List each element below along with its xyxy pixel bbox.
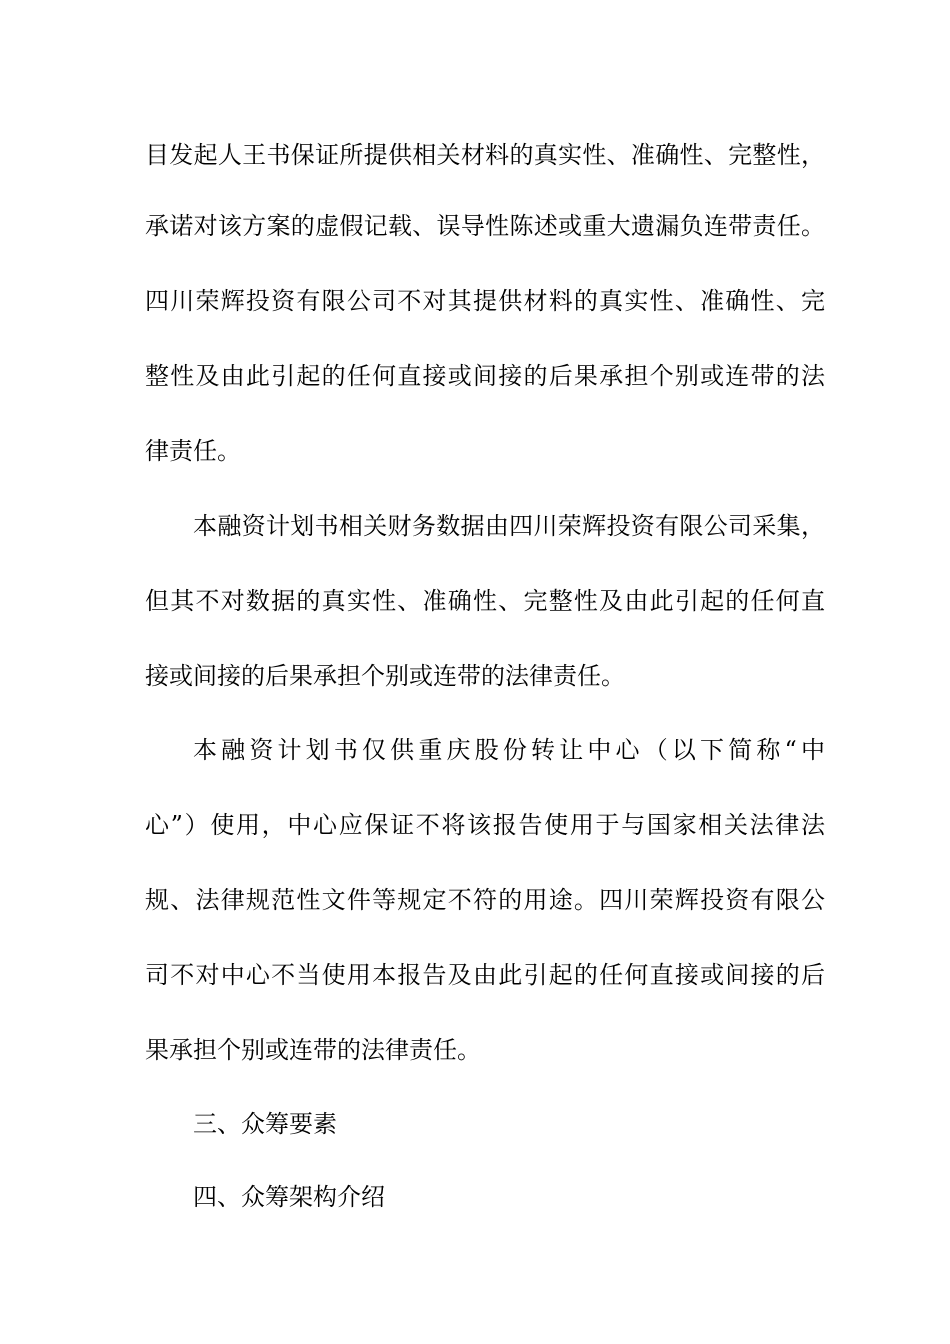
paragraph-1-line-5: 律责任。 xyxy=(145,437,241,465)
paragraph-2-line-3: 接或间接的后果承担个别或连带的法律责任。 xyxy=(145,662,625,690)
paragraph-1-line-1: 目发起人王书保证所提供相关材料的真实性、准确性、完整性， xyxy=(145,141,825,169)
paragraph-3-line-3: 规、法律规范性文件等规定不符的用途。四川荣辉投资有限公 xyxy=(145,886,825,914)
section-heading-3: 三、众筹要素 xyxy=(193,1110,337,1138)
paragraph-2-line-2: 但其不对数据的真实性、准确性、完整性及由此引起的任何直 xyxy=(145,587,825,615)
paragraph-1-line-2: 承诺对该方案的虚假记载、误导性陈述或重大遗漏负连带责任。 xyxy=(145,212,825,240)
paragraph-3-line-1: 本融资计划书仅供重庆股份转让中心（以下简称“中 xyxy=(193,736,825,764)
paragraph-2-line-1: 本融资计划书相关财务数据由四川荣辉投资有限公司采集， xyxy=(193,512,825,540)
paragraph-1-line-4: 整性及由此引起的任何直接或间接的后果承担个别或连带的法 xyxy=(145,362,825,390)
paragraph-3-line-2: 心”）使用，中心应保证不将该报告使用于与国家相关法律法 xyxy=(145,811,825,839)
paragraph-3-line-5: 果承担个别或连带的法律责任。 xyxy=(145,1036,481,1064)
paragraph-1-line-3: 四川荣辉投资有限公司不对其提供材料的真实性、准确性、完 xyxy=(145,287,825,315)
paragraph-3-line-4: 司不对中心不当使用本报告及由此引起的任何直接或间接的后 xyxy=(145,961,825,989)
section-heading-4: 四、众筹架构介绍 xyxy=(193,1183,385,1211)
